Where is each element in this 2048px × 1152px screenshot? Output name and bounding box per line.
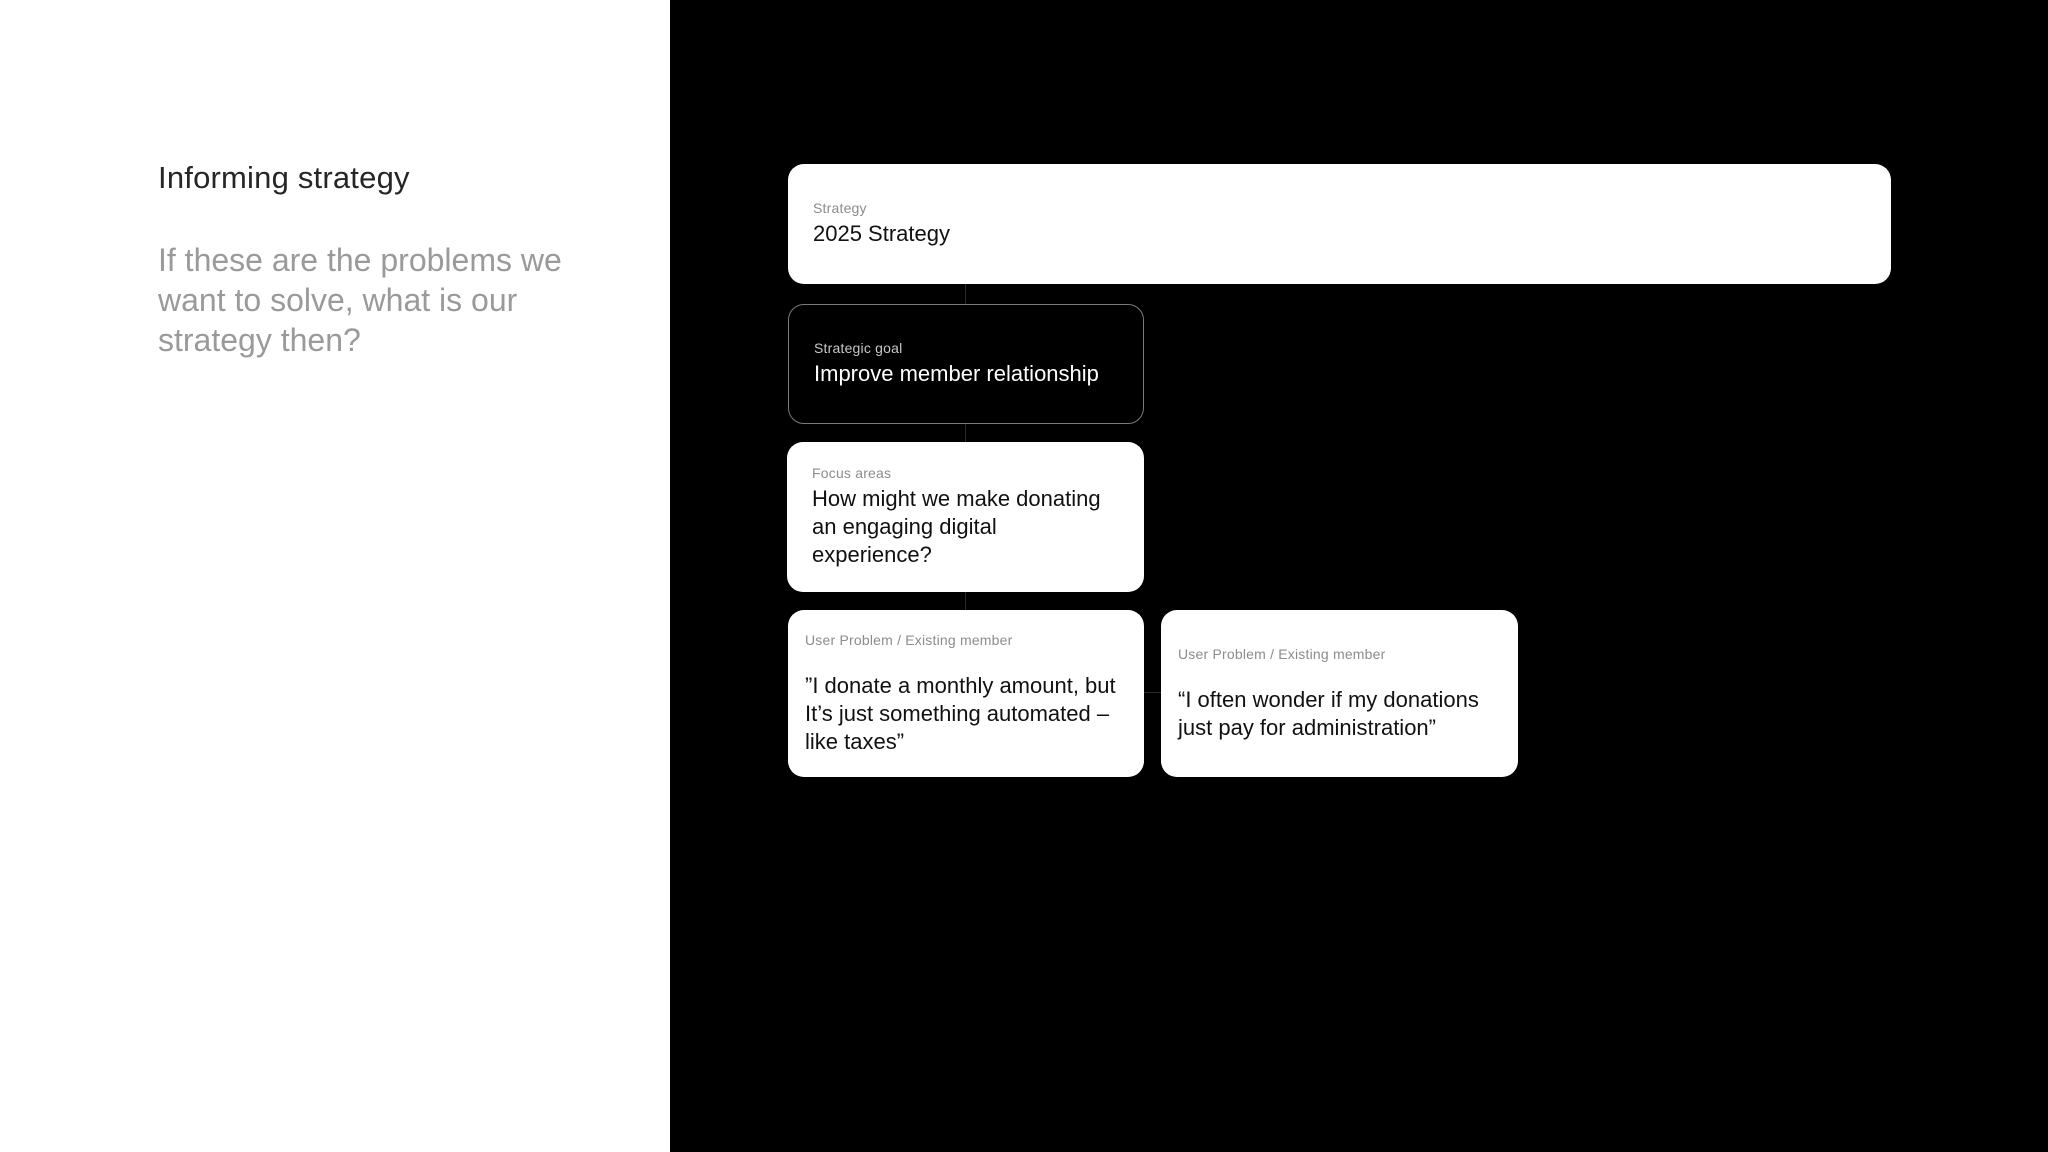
strategic-goal-text: Improve member relationship [814,361,1099,386]
user-problem-label: User Problem / Existing member [1178,646,1386,662]
focus-areas-card[interactable] [787,442,1144,592]
focus-areas-text: How might we make donating an engaging digital experience? [812,486,1101,567]
user-problem-label: User Problem / Existing member [805,632,1013,648]
user-problem-card[interactable] [1161,610,1518,777]
user-problem-quote: “I often wonder if my donations just pay for administration” [1178,687,1479,740]
focus-areas-label: Focus areas [812,465,892,481]
user-problem-quote: ”I donate a monthly amount, but It’s just something automated – like taxes” [805,673,1116,754]
connector-focus-problem [965,592,966,610]
strategy-card[interactable] [788,164,1891,284]
strategy-label: Strategy [813,200,867,216]
connector-strategy-goal [965,284,966,304]
strategic-goal-label: Strategic goal [814,340,903,356]
connector-goal-focus [965,424,966,442]
strategic-goal-card[interactable] [788,304,1144,424]
slide-title: Informing strategy [158,160,410,195]
slide-subtitle: If these are the problems we want to solve, what is our strategy then? [158,242,562,358]
diagram-panel [670,0,2048,1152]
user-problem-card[interactable] [788,610,1144,777]
strategy-text: 2025 Strategy [813,221,950,246]
connector-problem-problem [1143,692,1161,693]
left-panel [0,0,670,1152]
